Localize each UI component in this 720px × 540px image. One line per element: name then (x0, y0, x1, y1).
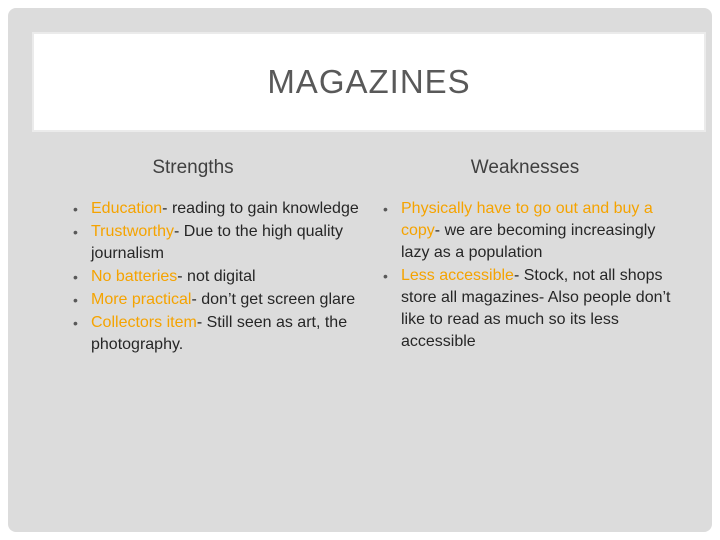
item-text: - not digital (177, 268, 256, 285)
list-item (383, 198, 683, 264)
item-text: - Still seen as art, the photography. (91, 314, 348, 353)
list-item (73, 221, 363, 265)
item-text: - Stock, not all shops store all magazines- Also people don’t like to read as much so its less accessible (401, 267, 671, 350)
weaknesses-heading: Weaknesses (470, 157, 580, 178)
list-item (73, 266, 363, 288)
bullet-icon: • (73, 315, 78, 331)
item-text: - reading to gain knowledge (162, 200, 359, 217)
item-highlight: Less accessible (401, 267, 514, 284)
slide-title: MAGAZINES (267, 63, 471, 100)
title-box (32, 32, 706, 132)
item-highlight: Education (91, 200, 163, 217)
bullet-icon: • (383, 268, 388, 284)
list-item (73, 198, 363, 220)
item-text: - Due to the high quality journalism (91, 223, 343, 262)
item-highlight: Collectors item (91, 314, 197, 331)
list-item (73, 312, 363, 356)
item-text: - don’t get screen glare (191, 291, 356, 308)
item-text: - we are becoming increasingly lazy as a population (401, 222, 656, 261)
bullet-icon: • (73, 201, 78, 217)
bullet-icon: • (73, 224, 78, 240)
item-highlight: No batteries (91, 268, 178, 285)
strengths-list (73, 198, 363, 357)
item-highlight: Physically have to go out and buy a copy (401, 200, 653, 239)
bullet-icon: • (73, 292, 78, 308)
weaknesses-list (383, 198, 683, 354)
bullet-icon: • (73, 269, 78, 285)
bullet-icon: • (383, 201, 388, 217)
item-highlight: More practical (91, 291, 192, 308)
item-highlight: Trustworthy (91, 223, 174, 240)
list-item (73, 289, 363, 311)
list-item (383, 265, 683, 353)
strengths-heading: Strengths (152, 157, 234, 178)
